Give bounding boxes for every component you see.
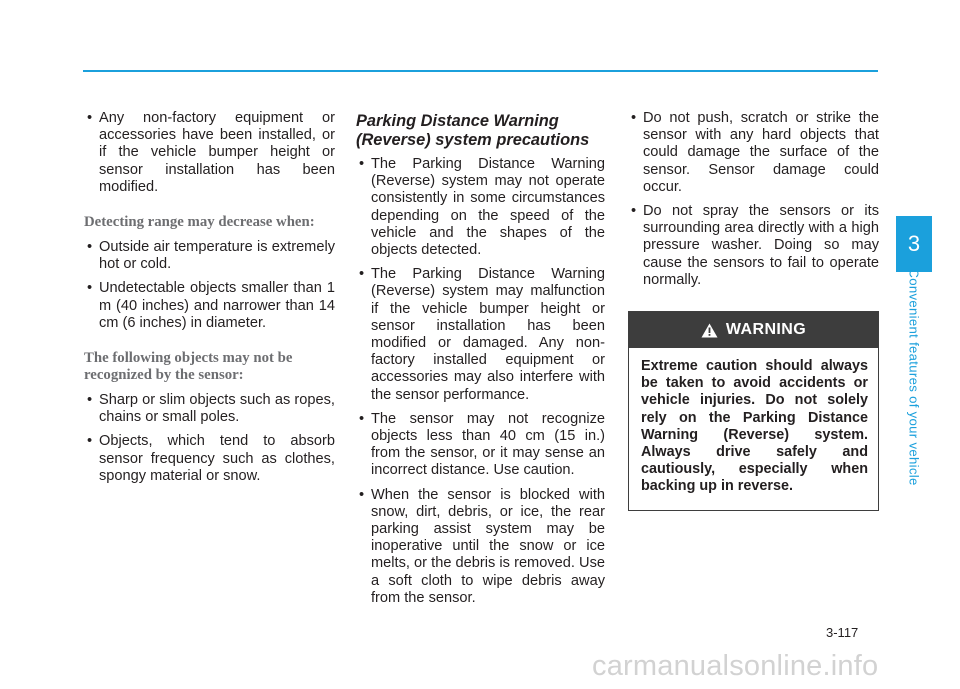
list-item: • Do not push, scratch or strike the sensor with any hard objects that could damage the surface of the sensor. Sensor damage could occur. (631, 110, 879, 195)
objects-list (84, 392, 335, 485)
list-item: • The sensor may not recognize objects less than 40 cm (15 in.) from the sensor, or it may sense an incorrect distance. Use caution. (359, 410, 605, 479)
list-item: • Do not spray the sensors or its surrounding area directly with a high pressure washer. Doing so may cause the sensors to fail to operate normally. (631, 203, 879, 288)
list-item: • Any non-factory equipment or accessories have been installed, or if the vehicle bumper height or sensor installation has been modified. (87, 110, 335, 195)
column-right (628, 110, 879, 511)
warning-header (629, 312, 878, 348)
chapter-title: Convenient features of your vehicle (906, 268, 922, 486)
chapter-tab (896, 216, 932, 272)
page-number: 3-117 (826, 625, 859, 640)
warning-triangle-icon (701, 323, 718, 338)
header-rule (83, 70, 878, 72)
warning-box (628, 311, 879, 511)
list-item: • Undetectable objects smaller than 1 m (40 inches) and narrower than 14 cm (6 inches) in diameter. (87, 280, 335, 331)
warning-label: WARNING (725, 321, 807, 339)
intro-list (84, 110, 335, 196)
precautions-list (356, 156, 605, 607)
list-item: • Outside air temperature is extremely hot or cold. (87, 239, 335, 273)
subheading-objects: The following objects may not be recognized by the sensor: (84, 350, 293, 384)
list-item: • The Parking Distance Warning (Reverse) system may not operate consistently in some circumstances depending on the speed of the vehicle and the shapes of the objects detected. (359, 156, 605, 259)
watermark: carmanualsonline.info (592, 650, 879, 682)
section-title: Parking Distance Warning (Reverse) system precautions (356, 112, 590, 149)
chapter-number: 3 (907, 231, 921, 256)
list-item: • Objects, which tend to absorb sensor frequency such as clothes, spongy material or snow. (87, 433, 335, 484)
range-list (84, 239, 335, 332)
sensor-care-list (628, 110, 879, 289)
warning-text: Extreme caution should always be taken to avoid accidents or vehicle injuries. Do not solely rely on the Parking Distance Warning (Reverse) system. Always drive safely and cautiously, especially when backing up in reverse. (641, 358, 868, 495)
column-left (84, 110, 335, 492)
list-item: • When the sensor is blocked with snow, dirt, debris, or ice, the rear parking assist system may be inoperative until the snow or ice melts, or the debris is removed. Use a soft cloth to wipe debris away from the sensor. (359, 486, 605, 606)
column-middle (356, 112, 605, 614)
list-item: • Sharp or slim objects such as ropes, chains or small poles. (87, 392, 335, 426)
subheading-detecting-range: Detecting range may decrease when: (84, 214, 315, 231)
list-item: • The Parking Distance Warning (Reverse) system may malfunction if the vehicle bumper height or sensor installation has been modified or damaged. Any non-factory installed equipment or accessories may also interfere with the sensor performance. (359, 266, 605, 403)
